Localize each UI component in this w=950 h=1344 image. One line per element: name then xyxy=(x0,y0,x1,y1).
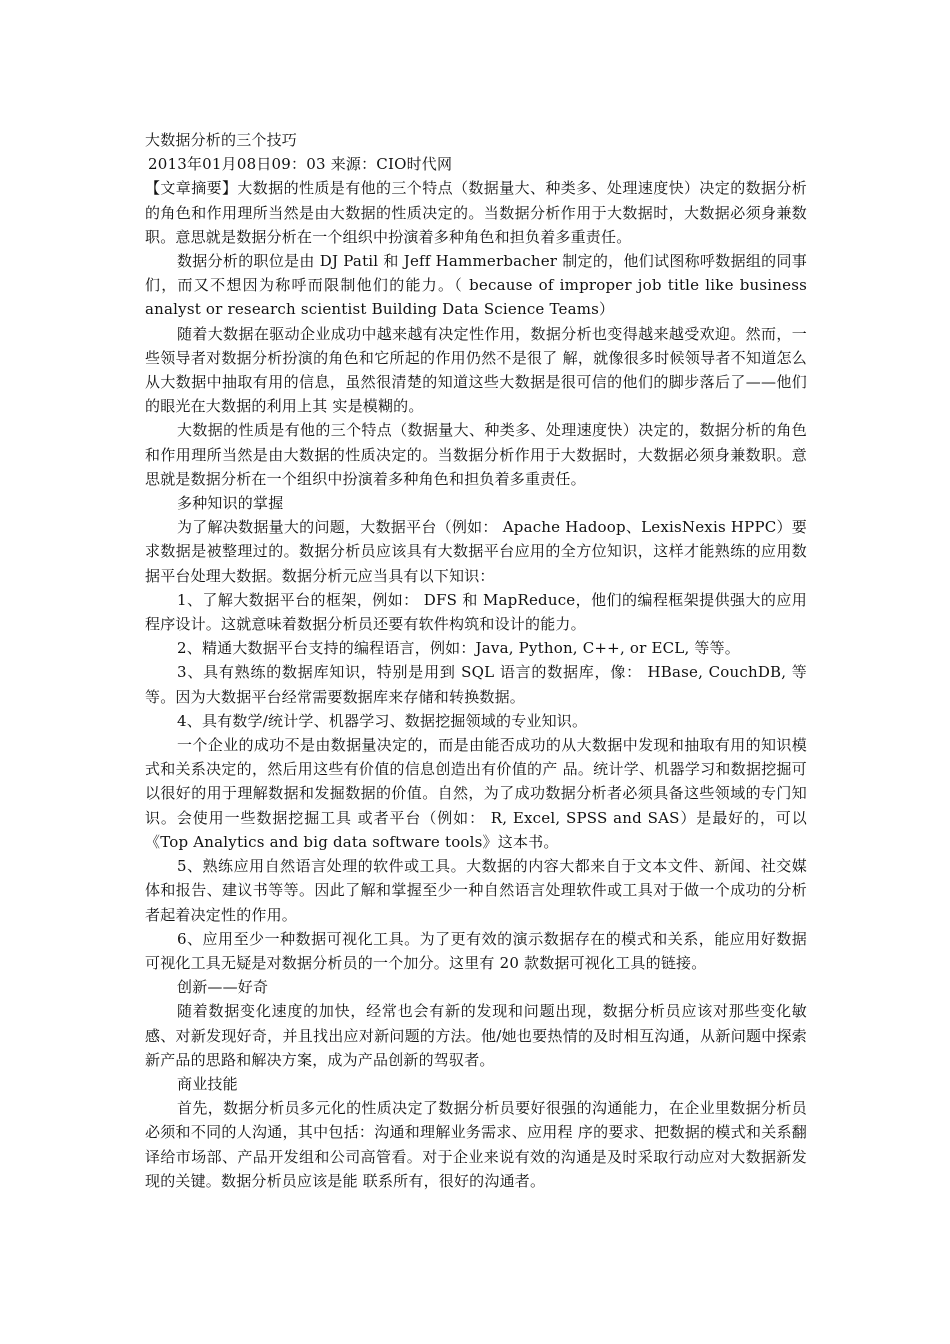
article-body xyxy=(145,128,807,1193)
section-heading: 商业技能 xyxy=(177,1074,238,1093)
article-title: 大数据分析的三个技巧 xyxy=(145,131,298,149)
list-item: 6、应用至少一种数据可视化工具。为了更有效的演示数据存在的模式和关系，能应用好数据可视化工具无疑是对数据分析员的一个加分。这里有 20 款数据可视化工具的链接。 xyxy=(145,929,807,972)
list-item: 5、熟练应用自然语言处理的软件或工具。大数据的内容大都来自于文本文件、新闻、社交媒体和报告、建议书等等。因此了解和掌握至少一种自然语言处理软件或工具对于做一个成功的分析者起着决定性的作用。 xyxy=(145,857,807,924)
paragraph: 一个企业的成功不是由数据量决定的，而是由能否成功的从大数据中发现和抽取有用的知识模式和关系决定的，然后用这些有价值的信息创造出有价值的产 品。统计学、机器学习和数据挖掘可以很好的用于理解数据和发掘数据的价值。自然，为了成功数据分析者必须具备这些领域的专门知识。会使用一些数据挖掘工具 或者平台（例如： R, Excel, SPSS and SAS）是最好的，可以《Top Analytics and big data software tools》这本书。 xyxy=(145,736,807,851)
section-heading: 创新——好奇 xyxy=(177,978,269,997)
paragraph: 数据分析的职位是由 DJ Patil 和 Jeff Hammerbacher 制定的，他们试图称呼数据组的同事们，而又不想因为称呼而限制他们的能力。（ because of improper job title like business analyst or research scientist Building Data Science Teams） xyxy=(145,252,807,319)
paragraph: 首先，数据分析员多元化的性质决定了数据分析员要好很强的沟通能力，在企业里数据分析员必须和不同的人沟通，其中包括：沟通和理解业务需求、应用程 序的要求、把数据的模式和关系翻译给市场部、产品开发组和公司高管看。对于企业来说有效的沟通是及时采取行动应对大数据新发现的关键。数据分析员应该是能 联系所有，很好的沟通者。 xyxy=(145,1099,807,1190)
article-meta: 2013年01月08日09：03 来源：CIO时代网 xyxy=(148,155,453,174)
paragraph: 为了解决数据量大的问题，大数据平台（例如： Apache Hadoop、LexisNexis HPPC）要求数据是被整理过的。数据分析员应该具有大数据平台应用的全方位知识，这样才能熟练的应用数据平台处理大数据。数据分析元应当具有以下知识： xyxy=(145,518,807,585)
paragraph: 大数据的性质是有他的三个特点（数据量大、种类多、处理速度快）决定的，数据分析的角色和作用理所当然是由大数据的性质决定的。当数据分析作用于大数据时，大数据必须身兼数职。意思就是数据分析在一个组织中扮演着多种角色和担负着多重责任。 xyxy=(145,421,807,488)
list-item: 4、具有数学/统计学、机器学习、数据挖掘领域的专业知识。 xyxy=(177,711,588,730)
paragraph: 随着数据变化速度的加快，经常也会有新的发现和问题出现，数据分析员应该对那些变化敏感、对新发现好奇，并且找出应对新问题的方法。他/她也要热情的及时相互沟通，从新问题中探索新产品的思路和解决方案，成为产品创新的驾驭者。 xyxy=(145,1002,807,1069)
article-summary: 【文章摘要】大数据的性质是有他的三个特点（数据量大、种类多、处理速度快）决定的数据分析的角色和作用理所当然是由大数据的性质决定的。当数据分析作用于大数据时，大数据必须身兼数职。意思就是数据分析在一个组织中扮演着多种角色和担负着多重责任。 xyxy=(145,179,807,246)
list-item: 1、了解大数据平台的框架，例如： DFS 和 MapReduce，他们的编程框架提供强大的应用程序设计。这就意味着数据分析员还要有软件构筑和设计的能力。 xyxy=(145,590,807,634)
list-item: 2、精通大数据平台支持的编程语言，例如：Java, Python, C++, or ECL, 等等。 xyxy=(177,639,740,658)
paragraph: 随着大数据在驱动企业成功中越来越有决定性作用，数据分析也变得越来越受欢迎。然而，一些领导者对数据分析扮演的角色和它所起的作用仍然不是很了 解，就像很多时候领导者不知道怎么从大数据中抽取有用的信息，虽然很清楚的知道这些大数据是很可信的他们的脚步落后了——他们的眼光在大数据的利用上其 实是模糊的。 xyxy=(145,324,807,416)
list-item: 3、具有熟练的数据库知识，特别是用到 SQL 语言的数据库，像： HBase, CouchDB, 等等。因为大数据平台经常需要数据库来存储和转换数据。 xyxy=(145,663,807,706)
section-heading: 多种知识的掌握 xyxy=(177,494,284,513)
